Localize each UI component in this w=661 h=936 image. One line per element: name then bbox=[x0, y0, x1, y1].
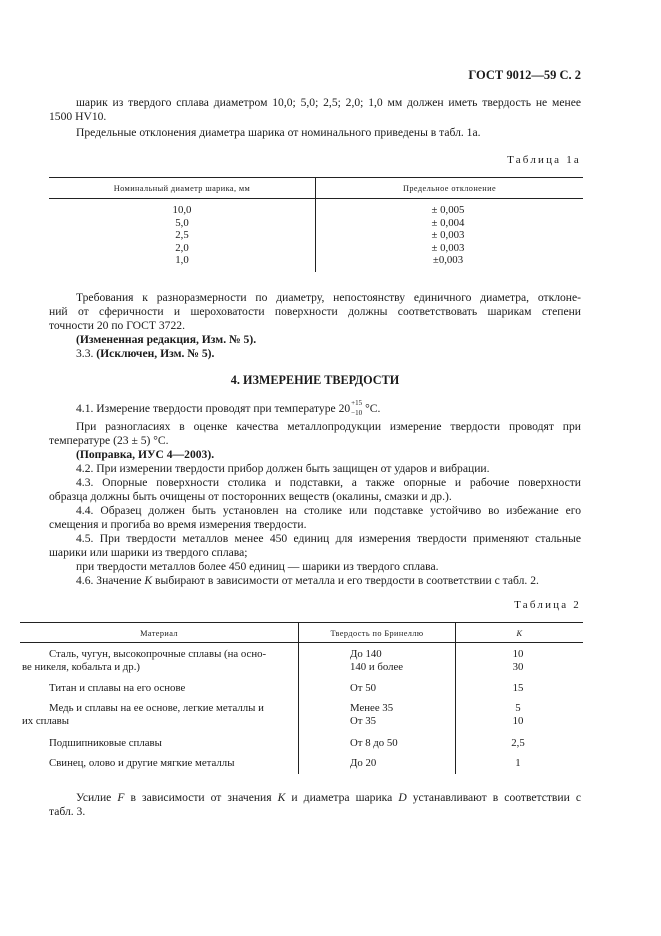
hardness-cell bbox=[350, 737, 398, 750]
table-cell: 2,0 bbox=[175, 241, 189, 254]
tolerance-lower: −10 bbox=[351, 409, 363, 417]
symbol-k: K bbox=[277, 791, 286, 804]
table-1a-header-rule bbox=[49, 198, 583, 199]
intro-line-1: шарик из твердого сплава диаметром 10,0; 5,0; 2,5; 2,0; 1,0 мм должен иметь твердость не менее bbox=[76, 96, 581, 109]
requirements-line-2: ний от сферичности и шероховатости поверхности должны соответствовать шарикам степени bbox=[49, 305, 581, 318]
table-1a-caption: Таблица 1а bbox=[507, 154, 581, 166]
table-2-caption: Таблица 2 bbox=[514, 599, 581, 611]
table-row bbox=[49, 682, 185, 695]
clause-4-1 bbox=[76, 399, 381, 417]
material-cell-line: ве никеля, кобальта и др.) bbox=[22, 660, 140, 673]
correction-note: (Поправка, ИУС 4—2003). bbox=[76, 448, 215, 461]
table-cell: 2,5 bbox=[175, 229, 189, 242]
symbol-d: D bbox=[398, 791, 407, 804]
clause-4-3-line-2: образца должны быть очищены от посторонних веществ (окалины, смазки и др.). bbox=[49, 490, 452, 503]
tolerance-upper: +15 bbox=[351, 399, 363, 407]
table-row bbox=[22, 648, 267, 673]
page-header: ГОСТ 9012—59 С. 2 bbox=[468, 68, 581, 82]
requirements-line-1: Требования к разноразмерности по диаметру, непостоянству единичного диаметра, отклоне- bbox=[76, 291, 581, 304]
table-cell: 1,0 bbox=[175, 254, 189, 267]
k-cell-line: 30 bbox=[512, 660, 524, 673]
footer-text: Усилие bbox=[76, 791, 118, 804]
footer-text: и диаметра шарика bbox=[285, 791, 399, 804]
hardness-cell-line: От 50 bbox=[350, 682, 377, 694]
hardness-cell bbox=[350, 702, 393, 727]
k-cell-line: 10 bbox=[512, 648, 524, 660]
k-cell-line: 10 bbox=[512, 714, 524, 727]
material-cell-line: Медь и сплавы на ее основе, легкие металлы и bbox=[49, 702, 264, 714]
table-2-divider-2 bbox=[455, 622, 456, 774]
footer-line-1 bbox=[76, 791, 581, 805]
hardness-cell-line: 140 и более bbox=[350, 660, 404, 673]
intro-line-3: Предельные отклонения диаметра шарика от номинального приведены в табл. 1а. bbox=[76, 126, 481, 139]
section-heading: 4. ИЗМЕРЕНИЕ ТВЕРДОСТИ bbox=[230, 373, 400, 387]
k-cell-line: 1 bbox=[515, 757, 521, 769]
requirements-line-3: точности 20 по ГОСТ 3722. bbox=[49, 319, 185, 332]
table-cell: 10,0 bbox=[172, 204, 192, 216]
table-2-top-rule bbox=[20, 622, 583, 623]
symbol-f: F bbox=[117, 791, 125, 804]
table-cell: ± 0,004 bbox=[431, 216, 465, 229]
clause-4-5-line-1: 4.5. При твердости металлов менее 450 единиц для измерения твердости применяют стальные bbox=[76, 532, 581, 545]
temperature-tolerance bbox=[350, 399, 363, 417]
clause-number: 3.3. bbox=[76, 347, 94, 360]
table-cell: 5,0 bbox=[175, 216, 189, 229]
k-cell bbox=[500, 682, 536, 695]
table-2-header-material: Материал bbox=[140, 629, 178, 638]
table-row bbox=[49, 757, 234, 770]
material-cell-line: Подшипниковые сплавы bbox=[49, 737, 162, 749]
table-row bbox=[49, 737, 162, 750]
table-1a-diameter-column bbox=[160, 204, 204, 267]
clause-4-3-line-1: 4.3. Опорные поверхности столика и подставки, а также опорные и рабочие поверхности bbox=[76, 476, 581, 489]
material-cell-line: Свинец, олово и другие мягкие металлы bbox=[49, 757, 235, 769]
k-cell bbox=[500, 757, 536, 770]
hardness-cell-line: До 140 bbox=[350, 648, 382, 660]
footer-text: устанавливают в соответствии с bbox=[406, 791, 582, 804]
clause-text: 4.6. Значение bbox=[76, 574, 145, 587]
table-cell: ± 0,003 bbox=[431, 241, 465, 254]
material-cell-line: их сплавы bbox=[22, 714, 69, 727]
table-2-divider-1 bbox=[298, 622, 299, 774]
hardness-cell-line: От 8 до 50 bbox=[350, 737, 398, 749]
hardness-cell bbox=[350, 757, 376, 770]
table-2-header-rule bbox=[20, 642, 583, 643]
table-1a-top-rule bbox=[49, 177, 583, 178]
table-1a-header-diameter: Номинальный диаметр шарика, мм bbox=[113, 184, 251, 193]
footer-line-2: табл. 3. bbox=[49, 805, 86, 818]
amendment-note: (Измененная редакция, Изм. № 5). bbox=[76, 333, 257, 346]
hardness-cell-line: Менее 35 bbox=[350, 702, 394, 714]
clause-4-5-line-2: шарики или шарики из твердого сплава; bbox=[49, 546, 248, 559]
symbol-k: K bbox=[144, 574, 153, 587]
table-cell: ±0,003 bbox=[432, 254, 464, 267]
table-1a-deviation-column bbox=[418, 204, 478, 267]
clause-4-5-line-3: при твердости металлов более 450 единиц — шарики из твердого сплава. bbox=[76, 560, 439, 573]
hardness-cell-line: До 20 bbox=[350, 757, 377, 769]
table-1a-header-deviation: Предельное отклонение bbox=[402, 184, 497, 193]
material-cell-line: Сталь, чугун, высокопрочные сплавы (на осно- bbox=[49, 648, 267, 660]
temperature-unit: °С. bbox=[365, 402, 381, 415]
hardness-cell bbox=[350, 682, 376, 695]
clause-4-6 bbox=[76, 574, 539, 588]
clause-text: 4.1. Измерение твердости проводят при температуре 20 bbox=[76, 402, 351, 415]
clause-3-3 bbox=[76, 347, 214, 361]
intro-line-2: 1500 HV10. bbox=[49, 110, 107, 123]
table-2-header-hardness: Твердость по Бринеллю bbox=[330, 629, 424, 638]
hardness-cell bbox=[350, 648, 403, 673]
hardness-cell-line: От 35 bbox=[350, 714, 377, 727]
k-cell-line: 15 bbox=[512, 682, 524, 694]
clause-4-2: 4.2. При измерении твердости прибор должен быть защищен от ударов и вибрации. bbox=[76, 462, 490, 475]
clause-text: выбирают в зависимости от металла и его твердости в соответствии с табл. 2. bbox=[152, 574, 539, 587]
dispute-line-2: температуре (23 ± 5) °С. bbox=[49, 434, 169, 447]
clause-4-4-line-1: 4.4. Образец должен быть установлен на столике или подставке устойчиво во избежание его bbox=[76, 504, 581, 517]
k-cell bbox=[500, 702, 536, 727]
k-cell-line: 5 bbox=[515, 702, 521, 714]
k-cell bbox=[500, 648, 536, 673]
clause-4-4-line-2: смещения и прогиба во время измерения твердости. bbox=[49, 518, 307, 531]
table-cell: ± 0,003 bbox=[431, 229, 465, 242]
k-cell-line: 2,5 bbox=[511, 737, 525, 749]
material-cell-line: Титан и сплавы на его основе bbox=[49, 682, 186, 694]
table-2-header-k: К bbox=[516, 629, 523, 638]
table-cell: ± 0,005 bbox=[431, 204, 465, 216]
footer-text: в зависимости от значения bbox=[124, 791, 278, 804]
k-cell bbox=[500, 737, 536, 750]
clause-text: (Исключен, Изм. № 5). bbox=[96, 347, 215, 360]
table-row bbox=[22, 702, 264, 727]
dispute-line-1: При разногласиях в оценке качества металлопродукции измерение твердости проводят при bbox=[76, 420, 581, 433]
